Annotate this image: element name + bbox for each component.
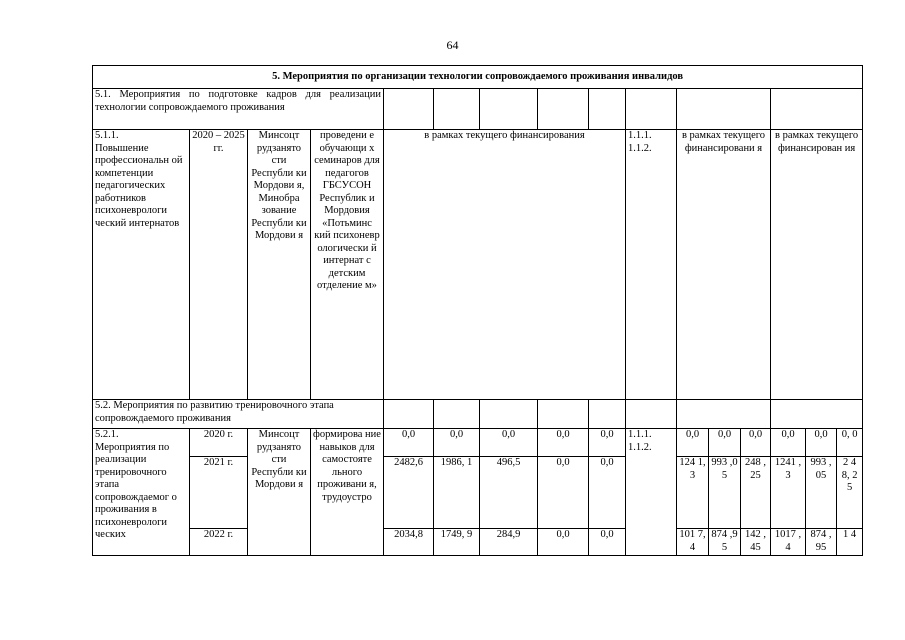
value-cell: 1 4 — [837, 529, 863, 556]
row-5-2-1-name-text: Мероприятия по реализации тренировочного этапа сопровождаемог о проживания в психоневрологи ческих — [95, 441, 177, 540]
value-cell: 0,0 — [434, 429, 480, 457]
section-title-row — [93, 66, 863, 89]
subsection-2-row — [93, 400, 863, 429]
value-cell: 0,0 — [589, 429, 626, 457]
total-cell: 2482,6 — [384, 457, 434, 529]
measures-table — [92, 65, 863, 556]
value-cell: 0, 0 — [837, 429, 863, 457]
row-5-1-1-result: проведени е обучающи х семинаров для педагогов ГБСУСОН Республик и Мордовия «Потьминс кий психоневр ологически й интернат с детским отделение м» — [311, 130, 384, 400]
subsection-1-row — [93, 89, 863, 130]
value-cell: 0,0 — [709, 429, 741, 457]
value-cell: 1986, 1 — [434, 457, 480, 529]
value-cell: 1749, 9 — [434, 529, 480, 556]
value-cell: 1241 ,3 — [771, 457, 806, 529]
row-5-1-1-financing: в рамках текущего финансирования — [384, 130, 626, 400]
value-cell: 874 ,95 — [806, 529, 837, 556]
row-5-2-1-code: 5.2.1. — [95, 429, 119, 440]
value-cell: 0,0 — [538, 457, 589, 529]
value-cell: 0,0 — [806, 429, 837, 457]
value-cell: 0,0 — [538, 429, 589, 457]
row-5-2-1-y2022 — [93, 529, 863, 556]
value-cell: 0,0 — [589, 457, 626, 529]
row-5-2-1-indicators: 1.1.1. 1.1.2. — [626, 429, 677, 556]
value-cell: 284,9 — [480, 529, 538, 556]
value-cell: 0,0 — [771, 429, 806, 457]
subsection-1-title: 5.1. Мероприятия по подготовке кадров для реализации технологии сопровождаемого проживания — [93, 89, 384, 130]
row-5-1-1-executor: Минсоцт рудзанято сти Республи ки Мордови я, Минобра зование Республи ки Мордови я — [248, 130, 311, 400]
subsection-2-title: 5.2. Мероприятия по развитию тренировочного этапа сопровождаемого проживания — [93, 400, 384, 429]
value-cell: 496,5 — [480, 457, 538, 529]
value-cell: 993 ,05 — [806, 457, 837, 529]
row-5-1-1-fin2: в рамках текущего финансировани я — [677, 130, 771, 400]
row-5-1-1-indicators: 1.1.1. 1.1.2. — [626, 130, 677, 400]
year-cell: 2022 г. — [190, 529, 248, 556]
value-cell: 874 ,95 — [709, 529, 741, 556]
value-cell: 2 4 8, 2 5 — [837, 457, 863, 529]
page-number: 64 — [446, 38, 459, 52]
value-cell: 0,0 — [741, 429, 771, 457]
value-cell: 142 ,45 — [741, 529, 771, 556]
row-5-1-1-period: 2020 – 2025 гг. — [190, 130, 248, 400]
value-cell: 101 7,4 — [677, 529, 709, 556]
value-cell: 993 ,05 — [709, 457, 741, 529]
row-5-1-1-name — [93, 130, 190, 400]
section-title: 5. Мероприятия по организации технологии сопровождаемого проживания инвалидов — [93, 66, 863, 89]
year-cell: 2021 г. — [190, 457, 248, 529]
value-cell: 1017 ,4 — [771, 529, 806, 556]
value-cell: 0,0 — [480, 429, 538, 457]
row-5-2-1-executor: Минсоцт рудзанято сти Республи ки Мордови я — [248, 429, 311, 556]
row-5-1-1 — [93, 130, 863, 400]
value-cell: 0,0 — [677, 429, 709, 457]
year-cell: 2020 г. — [190, 429, 248, 457]
row-5-2-1-y2021 — [93, 457, 863, 529]
value-cell: 0,0 — [589, 529, 626, 556]
row-5-1-1-code: 5.1.1. — [95, 130, 119, 141]
value-cell: 0,0 — [538, 529, 589, 556]
value-cell: 124 1,3 — [677, 457, 709, 529]
row-5-2-1-name — [93, 429, 190, 556]
total-cell: 2034,8 — [384, 529, 434, 556]
row-5-1-1-name-text: Повышение профессиональн ой компетенции педагогических работников психоневрологи ческий интернатов — [95, 142, 183, 229]
row-5-1-1-fin3: в рамках текущего финансирован ия — [771, 130, 863, 400]
row-5-2-1-result: формирова ние навыков для самостояте льного проживани я, трудоустро — [311, 429, 384, 556]
value-cell: 248 ,25 — [741, 457, 771, 529]
row-5-2-1-y2020 — [93, 429, 863, 457]
total-cell: 0,0 — [384, 429, 434, 457]
